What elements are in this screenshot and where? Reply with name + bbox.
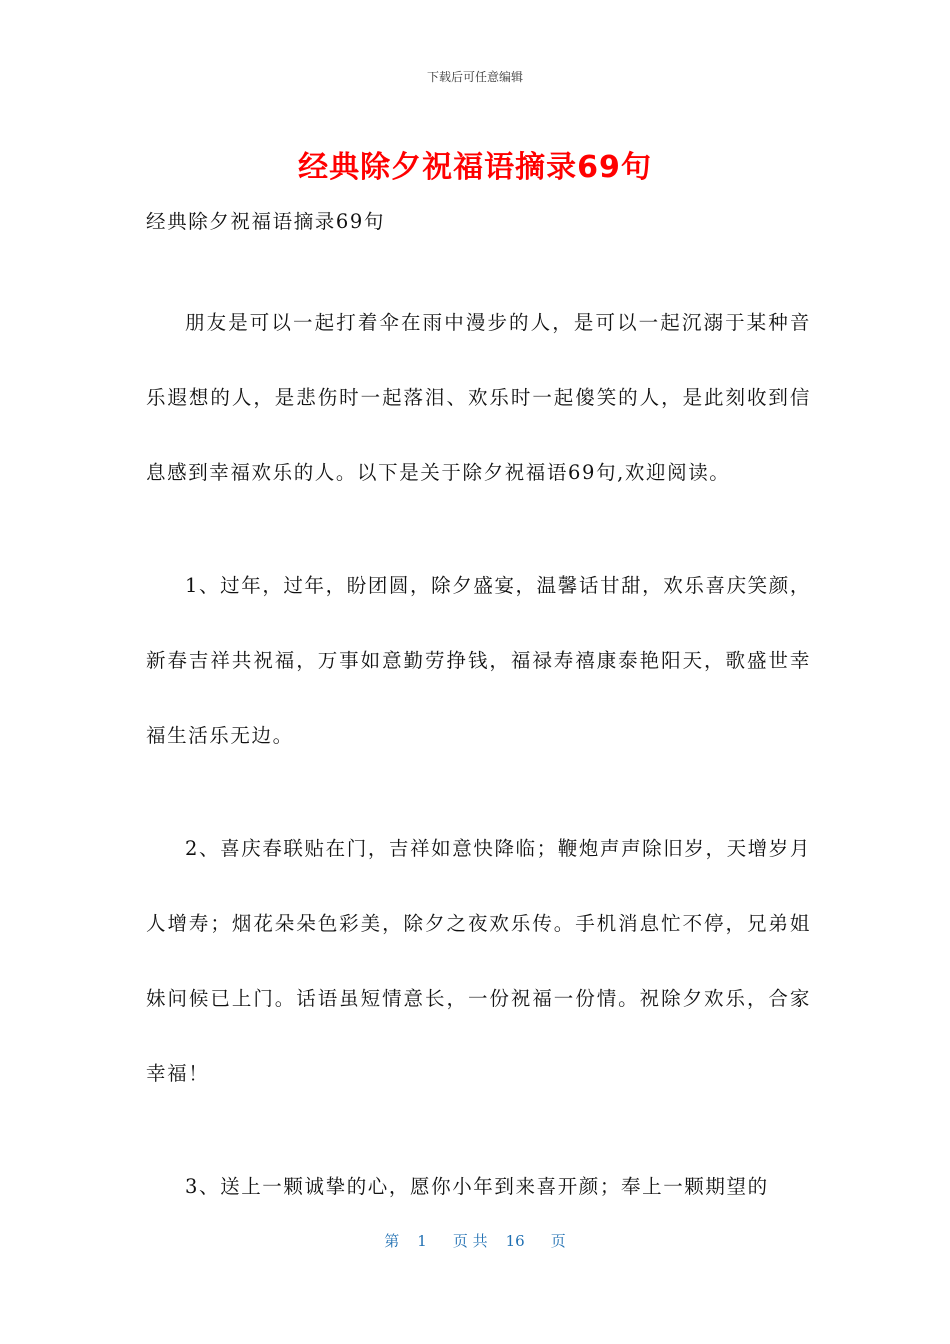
footer-label-mid: 页 共 [452, 1232, 488, 1250]
document-body [146, 204, 811, 1224]
document-subtitle: 经典除夕祝福语摘录69句 [146, 210, 386, 233]
paragraph-item-1: 1、过年，过年，盼团圆，除夕盛宴，温馨话甘甜，欢乐喜庆笑颜，新春吉祥共祝福，万事如意勤劳挣钱，福禄寿禧康泰艳阳天，歌盛世幸福生活乐无边。 [146, 574, 811, 747]
header-note: 下载后可任意编辑 [426, 70, 523, 84]
footer-total-pages: 16 [505, 1232, 525, 1250]
footer-label-suffix: 页 [550, 1232, 566, 1250]
paragraph-item-2: 2、喜庆春联贴在门，吉祥如意快降临；鞭炮声声除旧岁，天增岁月人增寿；烟花朵朵色彩美，除夕之夜欢乐传。手机消息忙不停，兄弟姐妹问候已上门。话语虽短情意长，一份祝福一份情。祝除夕欢乐，合家幸福！ [146, 837, 811, 1085]
footer-label-prefix: 第 [384, 1232, 400, 1250]
document-title: 经典除夕祝福语摘录69句 [298, 150, 652, 185]
page-footer [0, 1230, 950, 1251]
paragraph-intro: 朋友是可以一起打着伞在雨中漫步的人，是可以一起沉溺于某种音乐遐想的人，是悲伤时一起落泪、欢乐时一起傻笑的人，是此刻收到信息感到幸福欢乐的人。以下是关于除夕祝福语69句,欢迎阅读。 [146, 311, 811, 484]
paragraph-item-3: 3、送上一颗诚挚的心，愿你小年到来喜开颜；奉上一颗期望的 [185, 1175, 769, 1198]
footer-page-number: 1 [417, 1232, 427, 1250]
